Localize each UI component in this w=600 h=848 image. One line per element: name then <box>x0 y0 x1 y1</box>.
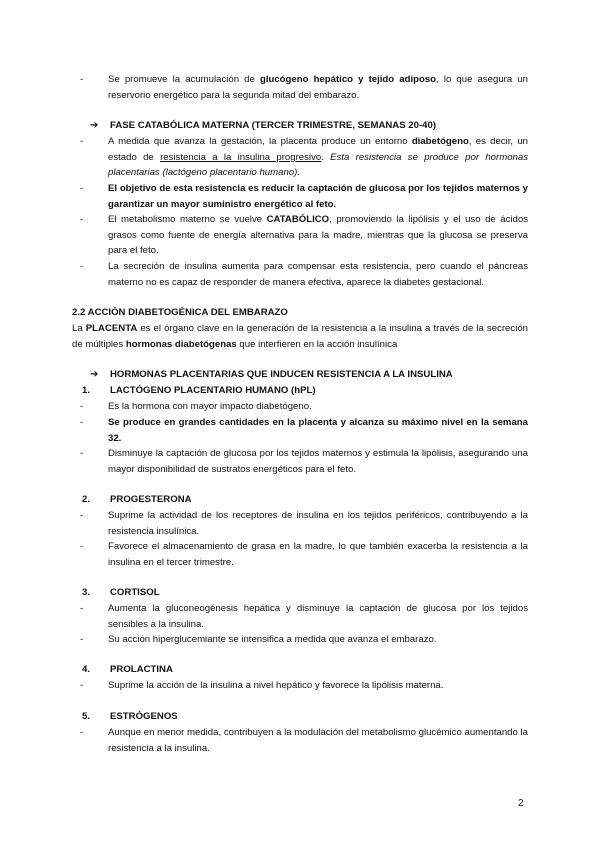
bullet-dash: - <box>80 510 84 521</box>
bullet-dash: - <box>80 136 84 147</box>
hormone-number: 1. <box>82 385 91 396</box>
hormone-5-item-1 <box>80 725 528 756</box>
catabolic-item-4 <box>80 259 528 290</box>
bullet-text: Aumenta la gluconeogénesis hepática y disminuye la captación de glucosa por los tejidos sensibles a la insulina. <box>108 603 528 630</box>
hormone-name: PROGESTERONA <box>110 494 192 505</box>
hormone-number: 2. <box>82 494 91 505</box>
hormone-1-item-2 <box>80 415 528 446</box>
bullet-text: Disminuye la captación de glucosa por los tejidos maternos y estimula la lipólisis, asegurando una mayor disponibilidad de sustratos energéticos para el feto. <box>108 448 528 475</box>
hormone-1 <box>72 383 528 399</box>
bullet-text: El objetivo de esta resistencia es reducir la captación de glucosa por los tejidos maternos y garantizar un mayor suministro energético al feto. <box>108 183 528 210</box>
bullet-glycogen <box>80 72 528 103</box>
hormone-number: 4. <box>82 664 91 675</box>
bullet-dash: - <box>80 401 84 412</box>
bullet-dash: - <box>80 603 84 614</box>
hormone-name: PROLACTINA <box>110 664 173 675</box>
section-paragraph: La PLACENTA es el órgano clave en la generación de la resistencia a la insulina a través de la secreción de múltiples hormonas diabetógenas que interfieren en la acción insulínica <box>72 323 528 350</box>
bullet-text: Favorece el almacenamiento de grasa en la madre, lo que también exacerba la resistencia a la insulina en el tercer trimestre. <box>108 541 528 568</box>
bullet-text: Se produce en grandes cantidades en la placenta y alcanza su máximo nivel en la semana 32. <box>108 417 528 444</box>
hormone-5 <box>72 709 528 725</box>
section-heading: 2.2 ACCIÓN DIABETOGÉNICA DEL EMBARAZO <box>72 307 288 318</box>
hormone-2-item-2 <box>80 539 528 570</box>
hormones-heading <box>80 367 528 383</box>
arrow-icon: ➔ <box>90 369 99 380</box>
hormone-number: 5. <box>82 711 91 722</box>
bullet-text: Se promueve la acumulación de glucógeno hepático y tejido adiposo, lo que asegura un reservorio energético para la segunda mitad del embarazo. <box>108 74 528 101</box>
bullet-dash: - <box>80 448 84 459</box>
bullet-dash: - <box>80 680 84 691</box>
hormone-1-item-1 <box>80 399 528 415</box>
hormone-3 <box>72 585 528 601</box>
hormone-3-item-2 <box>80 632 528 648</box>
catabolic-item-2 <box>80 181 528 212</box>
bullet-text: Suprime la acción de la insulina a nivel hepático y favorece la lipólisis materna. <box>108 680 444 691</box>
hormone-4-item-1 <box>80 678 528 694</box>
bullet-text: A medida que avanza la gestación, la placenta produce un entorno diabetógeno, es decir, un estado de resistencia a la insulina progresivo. Esta resistencia se produce por hormonas placentarias (lactógeno placentario humano). <box>108 136 528 179</box>
catabolic-phase-heading <box>80 118 528 134</box>
arrow-icon: ➔ <box>90 120 99 131</box>
hormone-2 <box>72 492 528 508</box>
bullet-text: El metabolismo materno se vuelve CATABÓLICO, promoviendo la lipólisis y el uso de ácidos grasos como fuente de energía alternativa para la madre, mientras que la glucosa se preserva para el feto. <box>108 214 528 257</box>
bullet-dash: - <box>80 183 84 194</box>
bullet-dash: - <box>80 261 84 272</box>
hormone-3-item-1 <box>80 601 528 632</box>
page-number: 2 <box>518 798 524 809</box>
hormone-4 <box>72 662 528 678</box>
hormones-title: HORMONAS PLACENTARIAS QUE INDUCEN RESISTENCIA A LA INSULINA <box>110 369 453 380</box>
bullet-dash: - <box>80 74 84 85</box>
hormone-1-item-3 <box>80 446 528 477</box>
bullet-text: Aunque en menor medida, contribuyen a la modulación del metabolismo glucémico aumentando la resistencia a la insulina. <box>108 727 528 754</box>
bullet-dash: - <box>80 727 84 738</box>
hormone-number: 3. <box>82 587 91 598</box>
bullet-dash: - <box>80 214 84 225</box>
hormone-name: CORTISOL <box>110 587 160 598</box>
hormone-name: ESTRÓGENOS <box>110 711 178 722</box>
bullet-text: Su acción hiperglucemiante se intensifica a medida que avanza el embarazo. <box>108 634 437 645</box>
hormone-2-item-1 <box>80 508 528 539</box>
catabolic-item-1 <box>80 134 528 181</box>
bullet-dash: - <box>80 417 84 428</box>
bullet-text: Es la hormona con mayor impacto diabetógeno. <box>108 401 312 412</box>
bullet-text: Suprime la actividad de los receptores de insulina en los tejidos periféricos, contribuyendo a la resistencia insulínica. <box>108 510 528 537</box>
hormone-name: LACTÓGENO PLACENTARIO HUMANO (hPL) <box>110 385 316 396</box>
bullet-dash: - <box>80 634 84 645</box>
bullet-text: La secreción de insulina aumenta para compensar esta resistencia, pero cuando el páncreas materno no es capaz de responder de manera efectiva, aparece la diabetes gestacional. <box>108 261 528 288</box>
catabolic-title: FASE CATABÓLICA MATERNA (TERCER TRIMESTRE, SEMANAS 20-40) <box>110 120 437 131</box>
bullet-dash: - <box>80 541 84 552</box>
catabolic-item-3 <box>80 212 528 259</box>
